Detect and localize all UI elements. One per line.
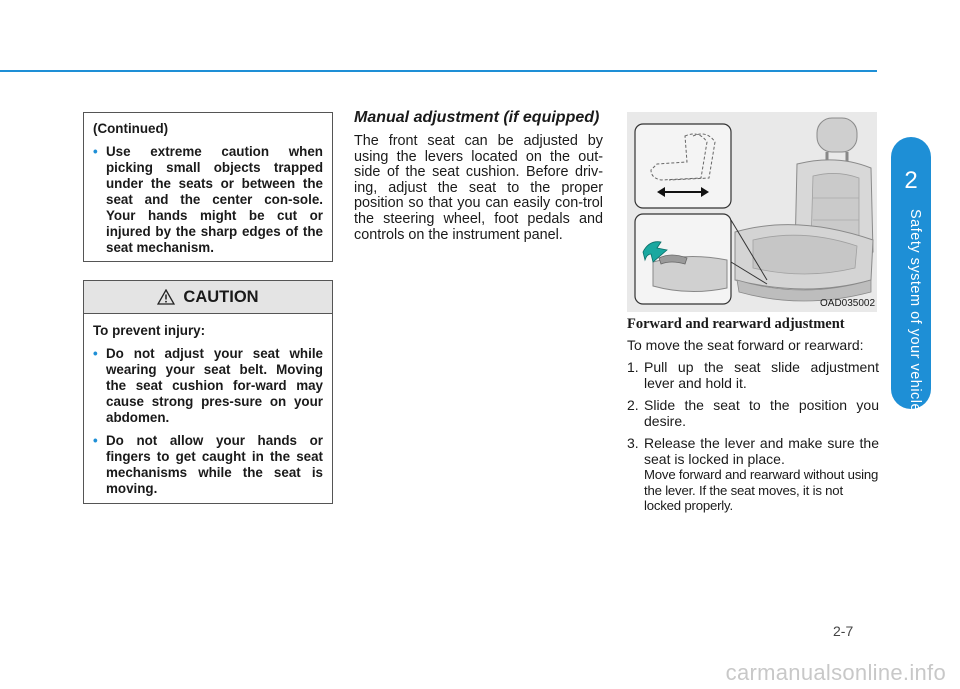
subsection-title: Forward and rearward adjustment [627,316,845,332]
caution-body [84,314,332,497]
bullet-icon: • [93,144,98,159]
step-note: Move forward and rearward without using the lever. If the seat moves, it is not locked properly. [644,467,879,513]
chapter-number: 2 [904,167,918,194]
step-number: 2. [627,397,639,413]
adjustment-steps [627,360,879,521]
step-item [627,398,879,429]
section-body: The front seat can be adjusted by using the levers located on the out-side of the seat cushion. Before driv-ing, adjust the seat to the proper position so that you can easily con-trol the steering wheel, foot pedals and controls on the instrument panel. [354,133,603,243]
chapter-title: Safety system of your vehicle [907,209,923,413]
top-rule [0,70,877,72]
step-item [627,360,879,391]
warning-bullets [93,144,323,256]
step-number: 3. [627,435,639,451]
caution-intro: To prevent injury: [93,323,206,338]
subsection-intro: To move the seat forward or rearward: [627,337,864,353]
seat-illustration [627,112,877,312]
caution-header [84,281,332,314]
step-number: 1. [627,359,639,375]
warning-triangle-icon [157,289,175,305]
step-text: Slide the seat to the position you desire. [644,397,879,429]
step-text: Pull up the seat slide adjustment lever and hold it. [644,359,879,391]
caution-title: CAUTION [183,287,259,306]
caution-bullets [93,346,323,497]
warning-heading: (Continued) [93,121,169,136]
warning-bullet: • Use extreme caution when picking small objects trapped under the seats or between the seat and the center con-sole. Your hands might be cut or injured by the sharp edges of the seat mechanism. [93,144,323,255]
step-text: Release the lever and make sure the seat is locked in place. [644,435,879,467]
page-number: 2-7 [833,623,854,639]
figure-code: OAD035002 [820,298,876,309]
warning-continued-box [83,112,333,262]
section-title: Manual adjustment (if equipped) [354,109,600,126]
bullet-icon: • [93,346,98,361]
caution-bullet: • Do not allow your hands or fingers to get caught in the seat mechanisms while the seat is moving. [93,433,323,496]
bullet-icon: • [93,433,98,448]
step-item [627,436,879,514]
watermark: carmanualsonline.info [725,660,946,685]
caution-box [83,280,333,504]
chapter-tab [891,137,931,413]
caution-bullet: • Do not adjust your seat while wearing your seat belt. Moving the seat cushion for-ward may cause strong pres-sure on your abdomen. [93,346,323,425]
